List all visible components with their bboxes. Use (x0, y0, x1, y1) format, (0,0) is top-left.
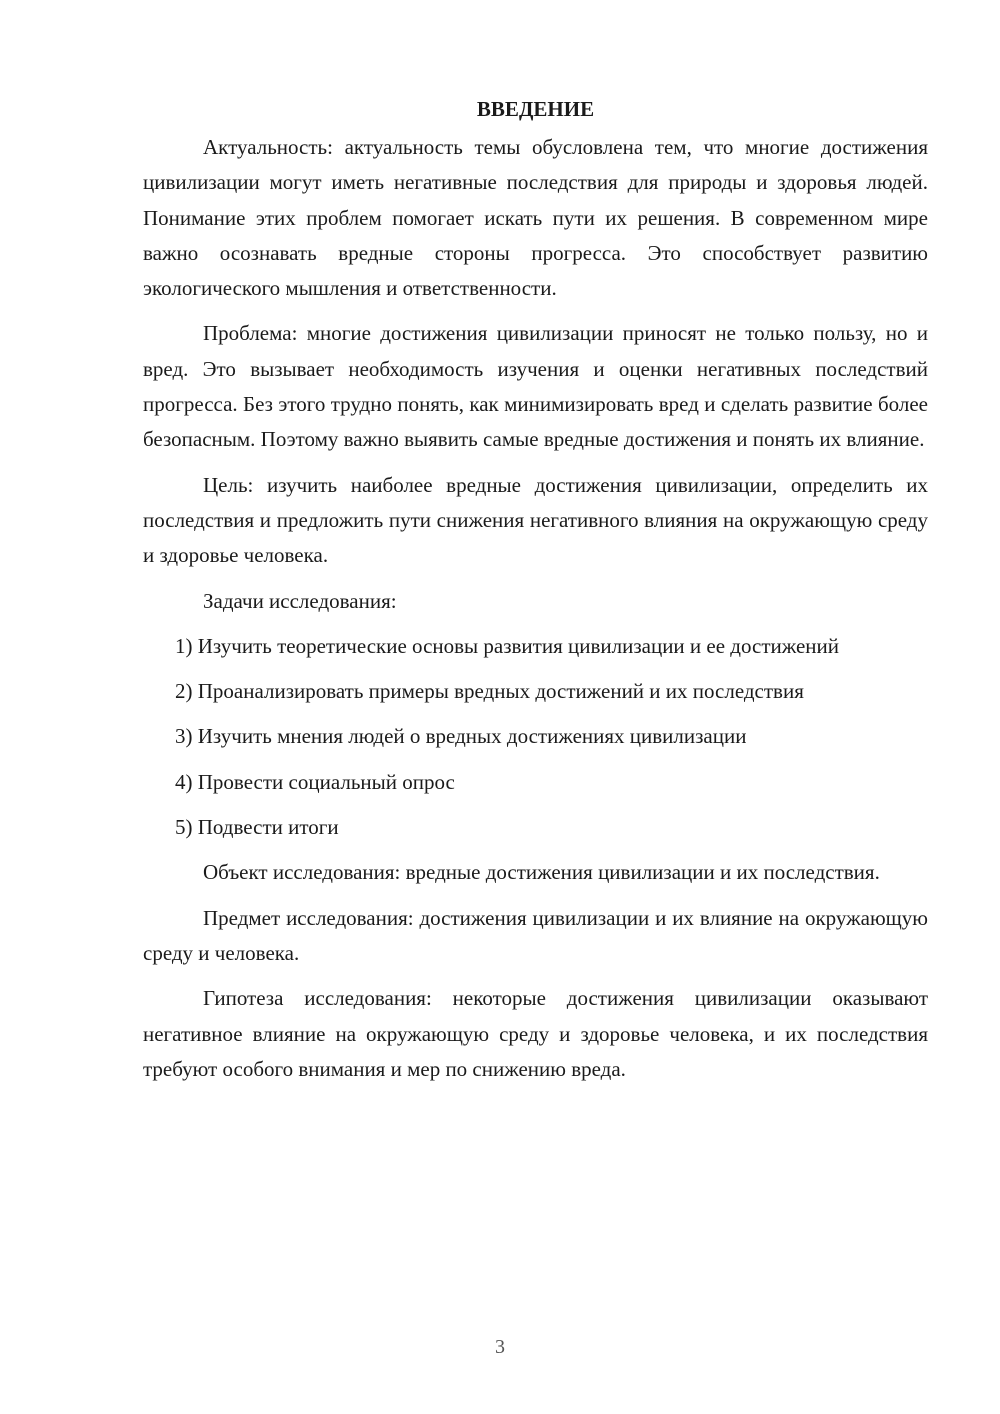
task-item: 4) Провести социальный опрос (175, 769, 455, 794)
paragraph-subject: Предмет исследования: достижения цивилизации и их влияние на окружающую среду и человека. (143, 905, 928, 965)
page-number: 3 (495, 1336, 505, 1358)
paragraph-problem: Проблема: многие достижения цивилизации приносят не только пользу, но и вред. Это вызывает необходимость изучения и оценки негативных последствий прогресса. Без этого трудно понять, как минимизировать вред и сделать развитие более безопасным. Поэтому важно выявить самые вредные достижения и понять их влияние. (143, 321, 928, 452)
paragraph-relevance: Актуальность: актуальность темы обусловлена тем, что многие достижения цивилизации могут иметь негативные последствия для природы и здоровья людей. Понимание этих проблем помогает искать пути их решения. В современном мире важно осознавать вредные стороны прогресса. Это способствует развитию экологического мышления и ответственности. (143, 135, 928, 301)
page-title: ВВЕДЕНИЕ (476, 97, 595, 121)
task-item: 1) Изучить теоретические основы развития цивилизации и ее достижений (175, 633, 840, 658)
paragraph-tasks-heading: Задачи исследования: (203, 588, 397, 613)
task-item: 3) Изучить мнения людей о вредных достижениях цивилизации (175, 724, 747, 749)
task-item: 5) Подвести итоги (175, 815, 339, 840)
document-page (143, 92, 928, 1097)
paragraph-goal: Цель: изучить наиболее вредные достижения цивилизации, определить их последствия и предложить пути снижения негативного влияния на окружающую среду и здоровье человека. (143, 472, 928, 568)
paragraph-hypothesis: Гипотеза исследования: некоторые достижения цивилизации оказывают негативное влияние на окружающую среду и здоровье человека, и их последствия требуют особого внимания и мер по снижению вреда. (143, 986, 928, 1081)
paragraph-object: Объект исследования: вредные достижения цивилизации и их последствия. (203, 860, 880, 885)
task-item: 2) Проанализировать примеры вредных достижений и их последствия (175, 679, 804, 704)
